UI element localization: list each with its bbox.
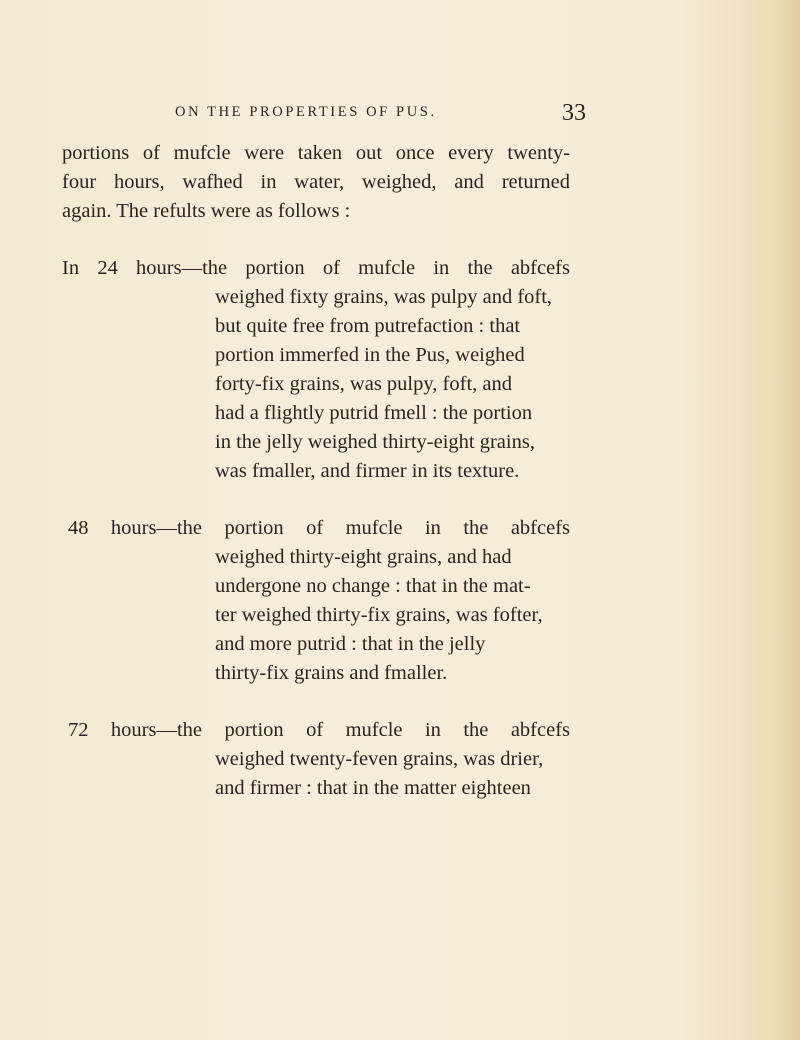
text-line: was fmaller, and firmer in its texture.: [215, 460, 520, 482]
entry-72-hours: [62, 716, 570, 803]
text-line: undergone no change : that in the mat-: [215, 575, 531, 597]
text-line: weighed twenty-feven grains, was drier,: [215, 748, 544, 770]
text-line: portions of mufcle were taken out once every twenty-: [62, 142, 570, 164]
entry-first-line: In 24 hours—the portion of mufcle in the abfcefs: [62, 257, 570, 279]
entry-48-hours: [62, 514, 570, 688]
text-line: thirty-fix grains and fmaller.: [215, 662, 448, 684]
text-line: and firmer : that in the matter eighteen: [215, 777, 531, 799]
text-line: weighed fixty grains, was pulpy and foft,: [215, 286, 553, 308]
page-number: 33: [562, 100, 586, 126]
running-head: [0, 100, 800, 130]
text-line: but quite free from putrefaction : that: [215, 315, 521, 337]
body-text: [62, 139, 570, 803]
text-line: portion immerfed in the Pus, weighed: [215, 344, 525, 366]
entry-first-line: 72 hours—the portion of mufcle in the abfcefs: [68, 719, 570, 741]
entry-24-hours: [62, 254, 570, 486]
text-line: in the jelly weighed thirty-eight grains,: [215, 431, 535, 453]
text-line: four hours, wafhed in water, weighed, and returned: [62, 171, 570, 193]
text-line: and more putrid : that in the jelly: [215, 633, 486, 655]
entry-first-line: 48 hours—the portion of mufcle in the abfcefs: [68, 517, 570, 539]
text-line: ter weighed thirty-fix grains, was fofter,: [215, 604, 543, 626]
running-head-title: ON THE PROPERTIES OF PUS.: [175, 104, 437, 120]
text-line: forty-fix grains, was pulpy, foft, and: [215, 373, 512, 395]
text-line: again. The refults were as follows :: [62, 200, 351, 222]
text-line: weighed thirty-eight grains, and had: [215, 546, 512, 568]
text-line: had a flightly putrid fmell : the portion: [215, 402, 533, 424]
intro-paragraph: [62, 139, 570, 226]
